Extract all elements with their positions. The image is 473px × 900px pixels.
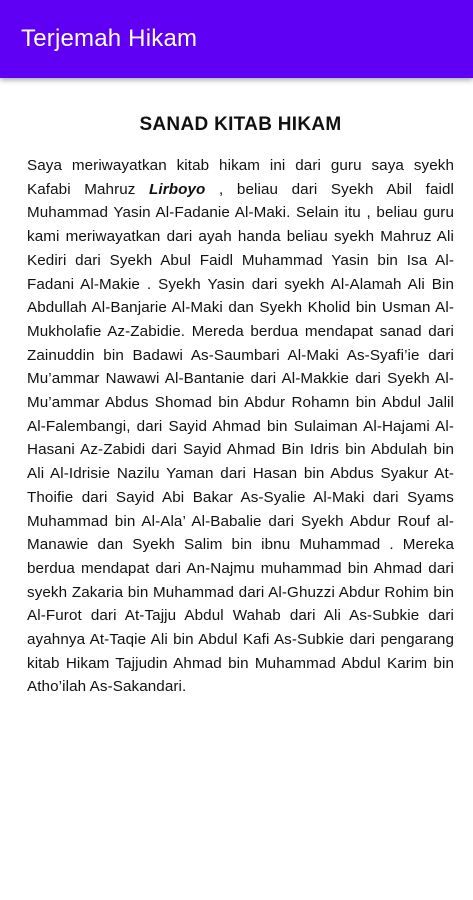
article-text-part-2: , beliau dari Syekh Abil faidl Muhammad Yasin Al-Fadanie Al-Maki. Selain itu , beliau guru kami meriwayatkan dari ayah handa beliau syekh Mahruz Ali Kediri dari Syekh Abul Faidl Muhammad Yasin bin Isa Al-Fadani Al-Makie . Syekh Yasin dari syekh Al-Alamah Ali Bin Abdullah Al-Banjarie Al-Maki dan Syekh Kholid bin Usman Al-Mukholafie Az-Zabidie. Mereda berdua mendapat sanad dari Zainuddin bin Badawi As-Saumbari Al-Maki As-Syafi’ie dari Mu’ammar Nawawi Al-Bantanie dari Al-Makkie dari Syekh Al-Mu’ammar Abdus Shomad bin Abdur Rohamn bin Abdul Jalil Al-Falembangi, dari Sayid Ahmad bin Sulaiman Al-Hajami Al-Hasani Az-Zabidi dari Sayid Ahmad Bin Idris bin Abdulah bin Ali Al-Idrisie Nazilu Yaman dari Hasan bin Abdus Syakur At-Thoifie dari Sayid Abi Bakar As-Syalie Al-Maki dari Syams Muhammad bin Al-Ala’ Al-Babalie dari Syekh Abdur Rouf al-Manawie dan Syekh Salim bin ibnu Muhammad . Mereka berdua mendapat dari An-Najmu muhammad bin Ahmad dari syekh Zakaria bin Muhammad dari Al-Ghuzzi Abdur Rohim bin Al-Furot dari At-Tajju Abdul Wahab dari Ali As-Subkie dari ayahnya At-Taqie Ali bin Abdul Kafi As-Subkie dari pengarang kitab Hikam Tajjudin Ahmad bin Muhammad Abdul Karim bin Atho’ilah As-Sakandari. [27,180,454,696]
article-emphasis: Lirboyo [149,180,206,198]
article-text-part-1: Saya meriwayatkan kitab hikam ini dari guru saya syekh Kafabi Mahruz [27,157,454,198]
article-scroll-view[interactable] [27,112,454,872]
article-body [27,154,454,699]
app-title: Terjemah Hikam [21,25,198,52]
app-bar [0,0,473,78]
article-heading: SANAD KITAB HIKAM [139,114,342,135]
